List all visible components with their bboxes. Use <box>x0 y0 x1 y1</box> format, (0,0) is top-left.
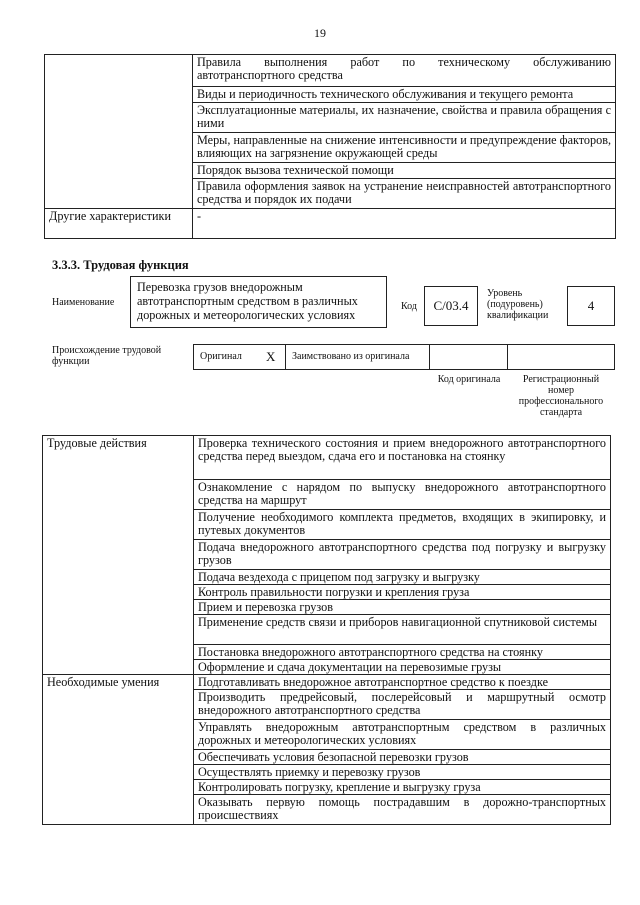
skill-item: Обеспечивать условия безопасной перевозки грузов <box>194 750 611 765</box>
skill-item: Управлять внедорожным автотранспортным средством в различных дорожных и метеорологических условиях <box>194 720 611 750</box>
original-code-cell <box>429 344 508 370</box>
knowledge-row: Меры, направленные на снижение интенсивности и предупреждение факторов, влияющих на загрязнение окружающей среды <box>193 133 616 163</box>
other-characteristics-value: - <box>193 209 616 239</box>
action-item: Оформление и сдача документации на перевозимые грузы <box>194 660 611 675</box>
level-label: Уровень (подуровень) квалификации <box>487 288 549 321</box>
skill-item: Производить предрейсовый, послерейсовый и маршрутный осмотр внедорожного автотранспортного средства <box>194 690 611 720</box>
other-characteristics-label: Другие характеристики <box>45 209 193 239</box>
function-code: C/03.4 <box>424 286 478 326</box>
knowledge-row: Виды и периодичность технического обслуживания и текущего ремонта <box>193 87 616 103</box>
borrowed-label: Заимствовано из оригинала <box>292 351 410 362</box>
action-item: Ознакомление с нарядом по выпуску внедорожного автотранспортного средства на маршрут <box>194 480 611 510</box>
section-heading: 3.3.3. Трудовая функция <box>52 258 189 272</box>
registration-caption: Регистрационный номер профессионального стандарта <box>518 374 604 418</box>
action-item: Постановка внедорожного автотранспортного средства на стоянку <box>194 645 611 660</box>
skill-item: Подготавливать внедорожное автотранспортное средство к поездке <box>194 675 611 690</box>
original-mark: X <box>266 349 276 364</box>
knowledge-row: Правила оформления заявок на устранение неисправностей автотранспортного средства и порядок их подачи <box>193 179 616 209</box>
skills-label: Необходимые умения <box>43 675 194 825</box>
original-cell <box>193 344 286 370</box>
code-label: Код <box>401 301 417 312</box>
knowledge-row: Правила выполнения работ по техническому обслуживанию автотранспортного средства <box>193 55 616 87</box>
action-item: Проверка технического состояния и прием внедорожного автотранспортного средства перед выездом, сдача его и постановка на стоянку <box>194 436 611 480</box>
registration-number-cell <box>507 344 615 370</box>
origin-label: Происхождение трудовой функции <box>52 345 162 367</box>
skill-item: Осуществлять приемку и перевозку грузов <box>194 765 611 780</box>
function-name: Перевозка грузов внедорожным автотранспортным средством в различных дорожных и метеорологических условиях <box>130 276 387 328</box>
actions-label: Трудовые действия <box>43 436 194 675</box>
code-caption: Код оригинала <box>437 374 501 385</box>
action-item: Применение средств связи и приборов навигационной спутниковой системы <box>194 615 611 645</box>
action-item: Прием и перевозка грузов <box>194 600 611 615</box>
skill-item: Контролировать погрузку, крепление и выгрузку груза <box>194 780 611 795</box>
knowledge-label-cell <box>45 55 193 209</box>
original-label: Оригинал <box>200 351 242 362</box>
page-number: 19 <box>314 26 326 40</box>
knowledge-table <box>44 54 616 239</box>
action-item: Подача внедорожного автотранспортного средства под погрузку и выгрузку грузов <box>194 540 611 570</box>
labor-actions-table <box>42 435 611 825</box>
name-label: Наименование <box>52 297 115 308</box>
action-item: Получение необходимого комплекта предметов, входящих в экипировку, и путевых документов <box>194 510 611 540</box>
knowledge-row: Эксплуатационные материалы, их назначение, свойства и правила обращения с ними <box>193 103 616 133</box>
action-item: Контроль правильности погрузки и крепления груза <box>194 585 611 600</box>
skill-item: Оказывать первую помощь пострадавшим в дорожно-транспортных происшествиях <box>194 795 611 825</box>
knowledge-row: Порядок вызова технической помощи <box>193 163 616 179</box>
action-item: Подача вездехода с прицепом под загрузку и выгрузку <box>194 570 611 585</box>
level-value: 4 <box>567 286 615 326</box>
borrowed-cell <box>285 344 430 370</box>
